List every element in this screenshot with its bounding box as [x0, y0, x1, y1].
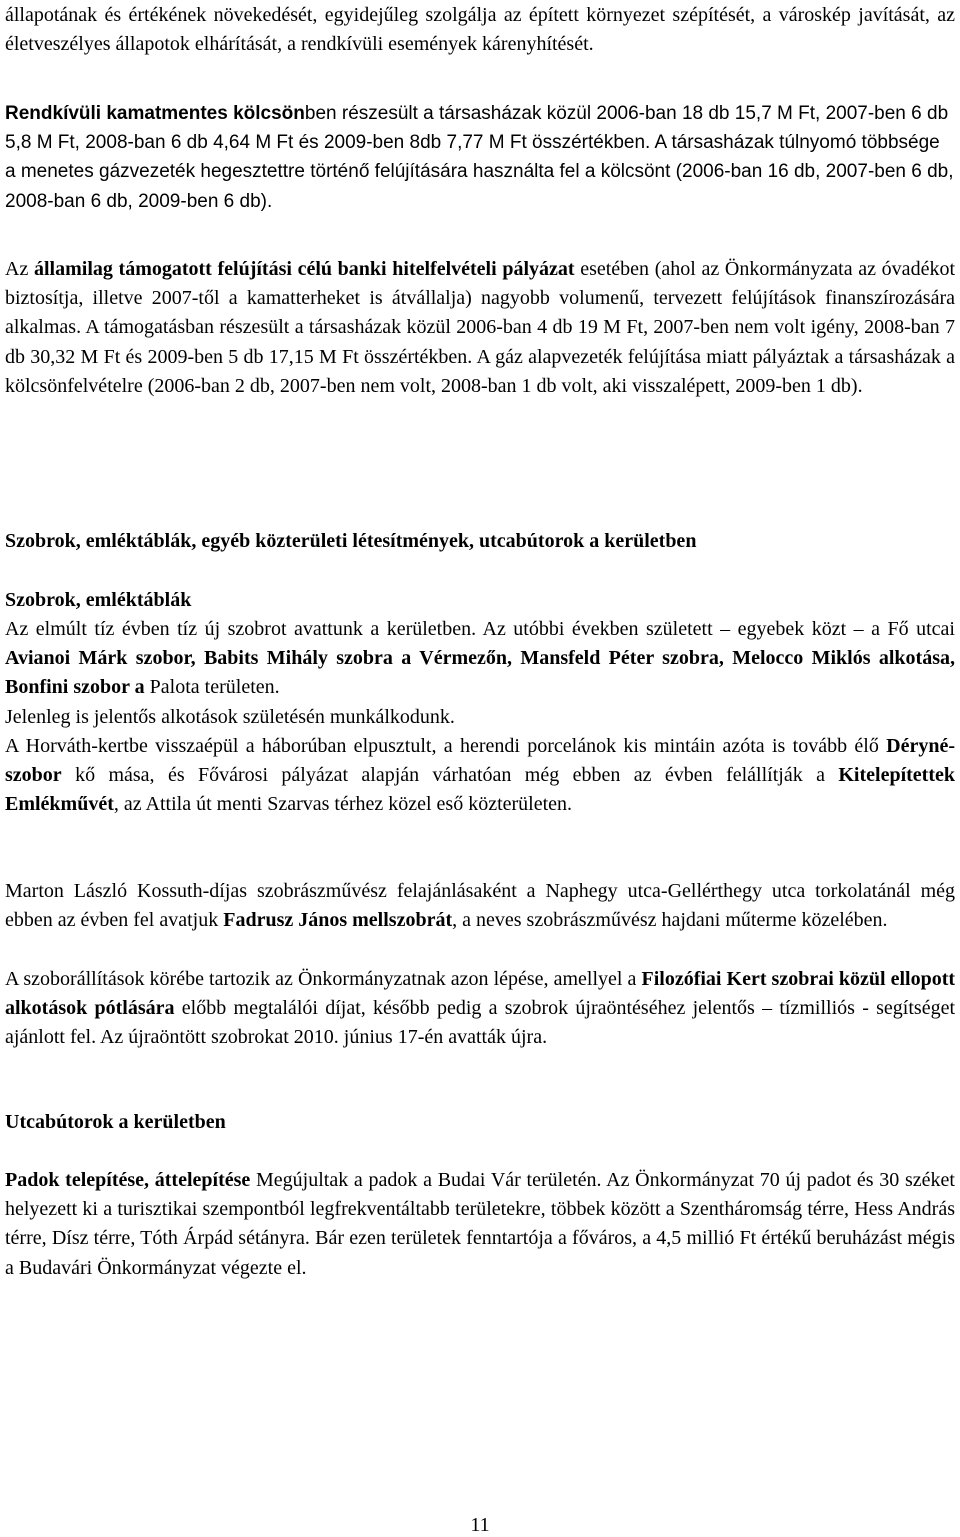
- bold-term: Kitelepítettek Emlékművét: [5, 764, 955, 816]
- paragraph-loan: [5, 99, 955, 216]
- page-number: 11: [470, 1514, 490, 1536]
- bold-term: Avianoi Márk szobor, Babits Mihály szobra a Vérmezőn, Mansfeld Péter szobra, Melocco Miklós alkotása, Bonfini szobor a: [5, 647, 955, 699]
- paragraph-benches: [5, 1166, 955, 1283]
- bold-term: Padok telepítése, áttelepítése: [5, 1169, 251, 1191]
- paragraph-text: esetében (ahol az Önkormányzata az óvadékot biztosítja, illetve 2007-től a kamatterheket is átvállalja) nagyobb volumenű, tervezett felújítások finanszírozására alkalmas. A támogatásban részesült a társasházak közül 2006-ban 4 db 19 M Ft, 2007-ben nem volt igény, 2008-ban 7 db 30,32 M Ft és 2009-ben 5 db 17,15 M Ft összértékben. A gáz alapvezeték felújítása miatt pályáztak a társasházak a kölcsönfelvételre (2006-ban 2 db, 2007-ben nem volt, 2008-ban 1 db volt, aki visszalépett, 2009-ben 1 db).: [5, 258, 955, 397]
- paragraph-text: állapotának és értékének növekedését, egyidejűleg szolgálja az épített környezet szépítését, a városkép javítását, az életveszélyes állapotok elhárítását, a rendkívüli események kárenyhítését.: [5, 4, 955, 56]
- bold-term: államilag támogatott felújítási célú banki hitelfelvételi pályázat: [33, 258, 575, 280]
- paragraph-statues: [5, 615, 955, 703]
- paragraph-text: Megújultak a padok a Budai Vár területén. Az Önkormányzat 70 új padot és 30 széket helyezett ki a turisztikai szempontból legfrekventáltabb területekre, többek között a Szentháromság térre, Hess András térre, Dísz térre, Tóth Árpád sétányra. Bár ezen területek fenntartója a főváros, a 4,5 millió Ft értékű beruházást mégis a Budavári Önkormányzat végezte el.: [5, 1169, 955, 1279]
- subsection-heading-statues: Szobrok, emléktáblák: [5, 589, 192, 611]
- paragraph-text: előbb megtalálói díjat, később pedig a szobrok újraöntéséhez jelentős – tízmilliós - segítséget ajánlott fel. Az újraöntött szobrokat 2010. június 17-én avatták újra.: [5, 997, 956, 1049]
- paragraph-intro: [5, 1, 955, 59]
- paragraph-text: , az Attila út menti Szarvas térhez közel eső közterületen.: [113, 793, 573, 816]
- paragraph-text: ben részesült a társasházak közül 2006-ban 18 db 15,7 M Ft, 2007-ben 6 db 5,8 M Ft, 2008-ban 6 db 4,64 M Ft és 2009-ben 8db 7,77 M Ft összértékben. A társasházak túlnyomó többsége a menetes gázvezeték hegesztettre történő felújítására használta fel a kölcsönt (2006-ban 16 db, 2007-ben 6 db, 2008-ban 6 db, 2009-ben 6 db).: [5, 103, 954, 212]
- paragraph-filozofiai-kert: [5, 965, 955, 1053]
- paragraph-fadrusz: [5, 877, 955, 935]
- paragraph-text: Az: [5, 258, 34, 280]
- paragraph-text: kő mása, és Fővárosi pályázat alapján várhatóan még ebben az évben felállítják a: [61, 764, 839, 787]
- subsection-heading-street-furniture: Utcabútorok a kerületben: [5, 1111, 226, 1133]
- paragraph-text: Marton László Kossuth-díjas szobrászművész felajánlásaként a Naphegy utca-Gellérthegy utca torkolatánál még ebben az évben fel avatjuk: [5, 880, 955, 932]
- paragraph-current-works: Jelenleg is jelentős alkotások születésén munkálkodunk.: [5, 706, 455, 728]
- section-heading: Szobrok, emléktáblák, egyéb közterületi létesítmények, utcabútorok a kerületben: [5, 530, 697, 552]
- paragraph-horvath-kert: [5, 732, 955, 820]
- bold-term: Rendkívüli kamatmentes kölcsön: [5, 103, 305, 124]
- paragraph-text: Az elmúlt tíz évben tíz új szobrot avattunk a kerületben. Az utóbbi években született – egyebek közt – a Fő utcai: [5, 618, 955, 640]
- paragraph-text: A szoborállítások körébe tartozik az Önkormányzatnak azon lépése, amellyel a: [5, 968, 642, 990]
- paragraph-text: Palota területen.: [144, 676, 280, 699]
- paragraph-text: A Horváth-kertbe visszaépül a háborúban elpusztult, a herendi porcelánok kis mintáin azóta is tovább élő: [5, 735, 887, 757]
- paragraph-state-grant: [5, 255, 955, 401]
- bold-term: Fadrusz János mellszobrát: [223, 909, 453, 932]
- bold-term: Déryné-szobor: [5, 735, 955, 787]
- paragraph-text: , a neves szobrászművész hajdani műterme közelében.: [452, 909, 888, 932]
- bold-term: Filozófiai Kert szobrai közül ellopott alkotások pótlására: [5, 968, 956, 1020]
